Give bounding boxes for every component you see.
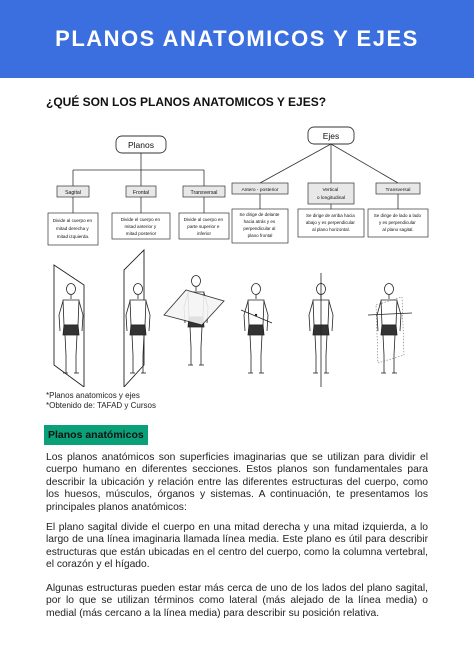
vertical-axis-illustration (309, 273, 333, 387)
svg-text:Frontal: Frontal (132, 190, 150, 196)
paragraph-plano-sagital: El plano sagital divide el cuerpo en una mitad derecha y una mitad izquierda, a lo largo de una línea imaginaria llamada línea media. Este plano es útil para describir estructuras que están ubicadas en el centro del cuerpo, como la columna vertebral, el corazón y el hígado. (46, 522, 428, 571)
ejes-root-label: Ejes (322, 131, 340, 141)
svg-text:Se dirige de delante hac: Se dirige de delante hacia atrás y es perpendicular al plano frontal (239, 212, 280, 238)
frontal-plane-illustration (124, 250, 150, 387)
planos-branch-sagital (48, 186, 98, 245)
svg-text:Sagital: Sagital (65, 190, 81, 196)
svg-text:Transversal: Transversal (385, 188, 411, 193)
antero-posterior-axis-illustration (241, 284, 272, 374)
svg-text:Divide al cuerpo en mita: Divide al cuerpo en mitad derecha y mitad izquierda. (52, 218, 93, 239)
paragraph-lateral-medial: Algunas estructuras pueden estar más cerca de uno de los lados del plano sagital, por lo que se utilizan términos como lateral (más alejado de la línea media) o medial (más cercano a la línea media) para describir su posición relativa. (46, 583, 428, 619)
transverse-plane-illustration (164, 276, 224, 366)
paragraph-intro: Los planos anatómicos son superficies imaginarias que se utilizan para dividir el cuerpo humano en diferentes secciones. Estos planos son fundamentales para describir la ubicación y relación entre las diferentes estructuras del cuerpo, como los huesos, músculos, órganos y sistemas. A continuación, te presentamos los principales planos anatómicos: (46, 452, 428, 513)
page-title: PLANOS ANATOMICOS Y EJES (55, 26, 419, 51)
section-badge-planos-anatomicos: Planos anatómicos (44, 425, 148, 445)
svg-text:Transversal: Transversal (190, 190, 218, 196)
svg-text:Antero - posterior: Antero - posterior (241, 188, 279, 193)
planos-tree (73, 152, 204, 213)
caption-line: *Planos anatomicos y ejes (46, 391, 140, 400)
planes-axes-diagram (46, 125, 434, 387)
ejes-branch-antero-posterior (232, 183, 288, 243)
svg-text:Vertical o longitudinal: Vertical o longitudinal (316, 188, 346, 201)
transverse-axis-illustration (368, 284, 412, 374)
svg-text:Se dirige de lado a lado: Se dirige de lado a lado y es perpendicular al plano sagital. (373, 213, 422, 232)
ejes-branch-transversal (368, 183, 428, 237)
title-banner (0, 0, 474, 78)
ejes-branch-vertical (298, 183, 364, 237)
svg-text:Divide el cuerpo en mita: Divide el cuerpo en mitad anterior y mitad posterior (120, 217, 161, 236)
sagittal-plane-illustration (54, 265, 84, 387)
svg-text:Divide al cuerpo en part: Divide al cuerpo en parte superior e inferior (183, 217, 224, 236)
caption-source: *Obtenido de: TAFAD y Cursos (46, 401, 156, 410)
planos-root-label: Planos (128, 140, 154, 150)
svg-text:Se dirige de arriba hacia: Se dirige de arriba hacia abajo y es perpendicular al plano horizontal. (305, 213, 355, 232)
figure-caption (46, 391, 156, 411)
section-question-heading: ¿QUÉ SON LOS PLANOS ANATOMICOS Y EJES? (46, 95, 327, 109)
